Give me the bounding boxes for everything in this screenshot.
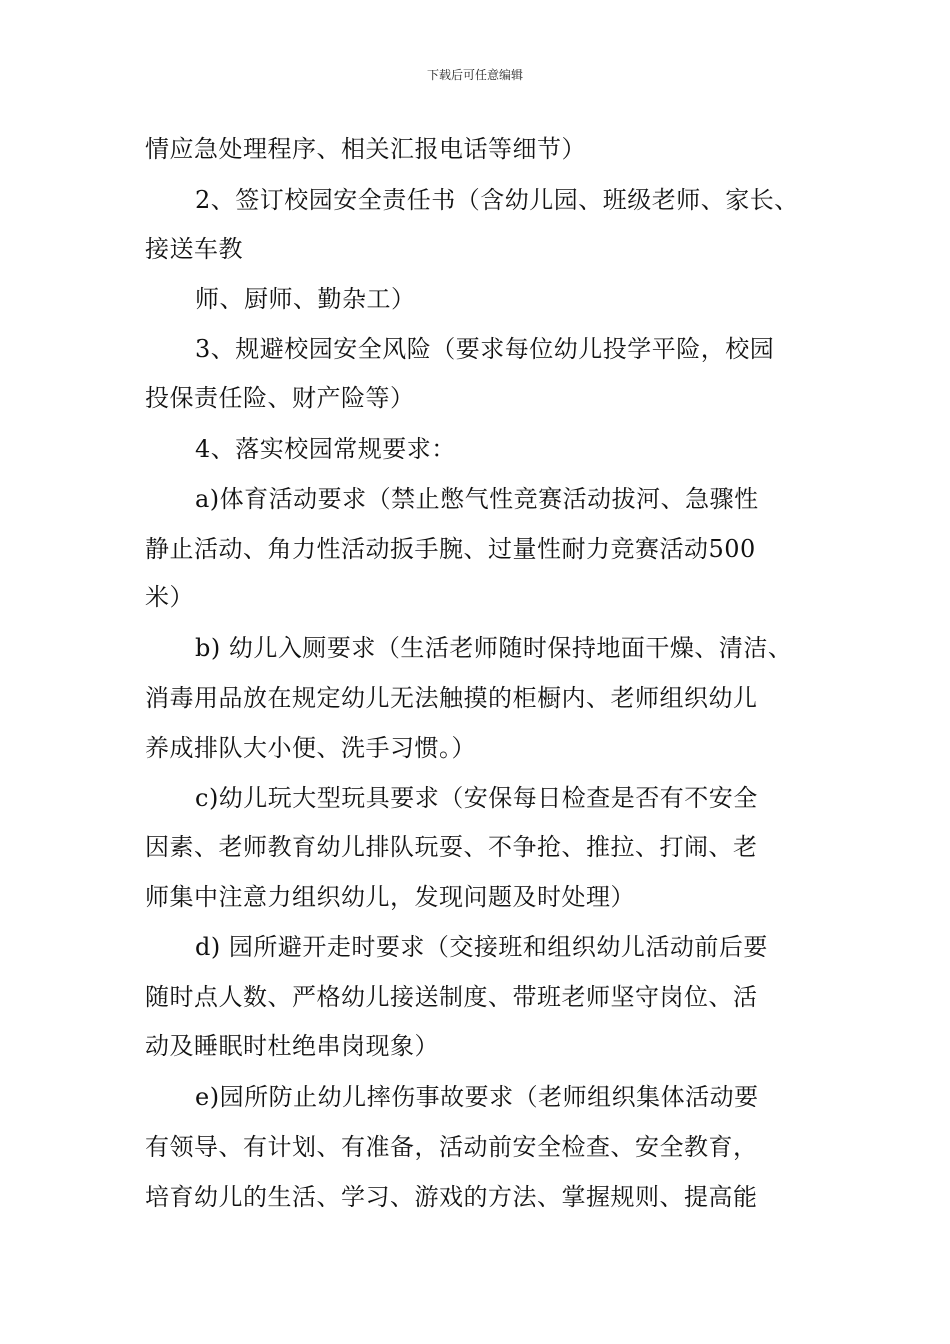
text-line: 因素、老师教育幼儿排队玩耍、不争抢、推拉、打闹、老 [145,833,758,861]
text-line: 师、厨师、勤杂工） [195,285,416,313]
text-line: c)幼儿玩大型玩具要求（安保每日检查是否有不安全 [195,784,758,812]
text-line: b) 幼儿入厕要求（生活老师随时保持地面干燥、清洁、 [195,634,793,662]
text-line: 师集中注意力组织幼儿，发现问题及时处理） [145,883,635,911]
text-line: 米） [145,583,194,611]
text-line: 养成排队大小便、洗手习惯。） [145,734,476,762]
text-line: e)园所防止幼儿摔伤事故要求（老师组织集体活动要 [195,1083,759,1111]
text-line: 培育幼儿的生活、学习、游戏的方法、掌握规则、提高能 [145,1183,758,1211]
text-line: 投保责任险、财产险等） [145,384,415,412]
text-line: 4、落实校园常规要求： [195,435,456,463]
text-line: 随时点人数、严格幼儿接送制度、带班老师坚守岗位、活 [145,983,758,1011]
text-line: 消毒用品放在规定幼儿无法触摸的柜橱内、老师组织幼儿 [145,684,758,712]
text-line: 有领导、有计划、有准备，活动前安全检查、安全教育， [145,1133,758,1161]
text-line: 3、规避校园安全风险（要求每位幼儿投学平险，校园 [195,335,775,363]
text-line: 情应急处理程序、相关汇报电话等细节） [145,135,586,163]
text-line: 2、签订校园安全责任书（含幼儿园、班级老师、家长、 [195,186,799,214]
text-line: 静止活动、角力性活动扳手腕、过量性耐力竞赛活动500 [145,535,756,563]
text-line: 动及睡眠时杜绝串岗现象） [145,1032,439,1060]
text-line: d) 园所避开走时要求（交接班和组织幼儿活动前后要 [195,933,768,961]
text-line: a)体育活动要求（禁止憋气性竞赛活动拔河、急骤性 [195,485,759,513]
page-header: 下载后可任意编辑 [426,68,523,82]
text-line: 接送车教 [145,235,243,263]
